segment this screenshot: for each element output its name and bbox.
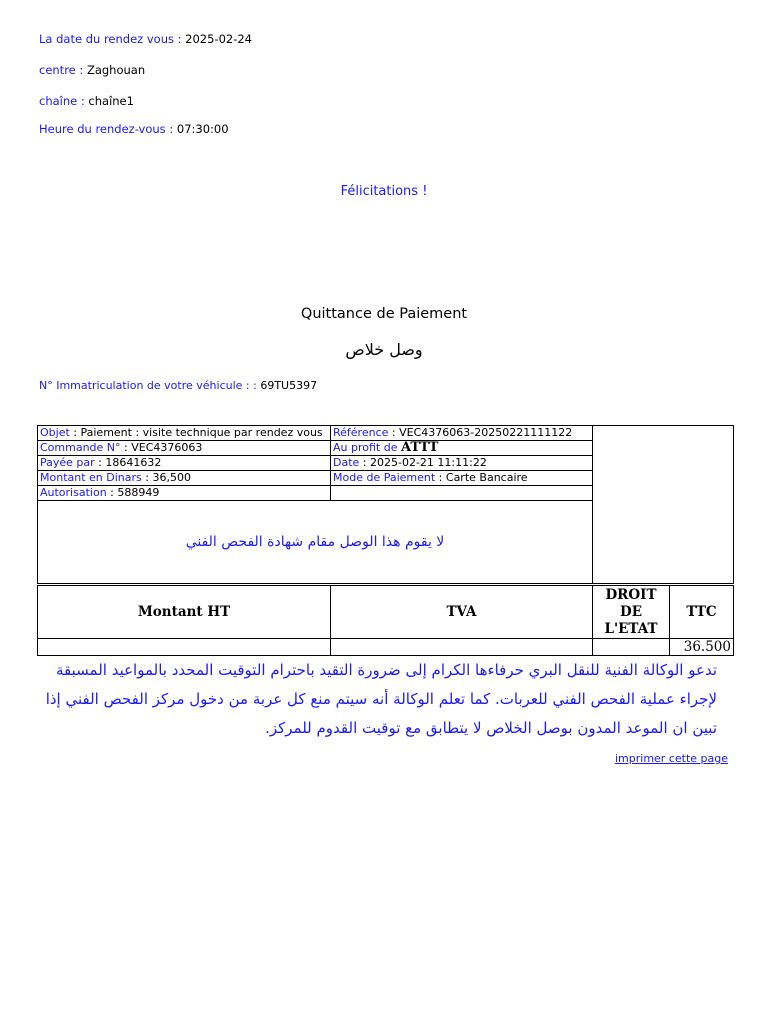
commande-cell xyxy=(38,441,331,456)
vehicle-registration-value: 69TU5397 xyxy=(260,379,318,392)
ttc-header: TTC xyxy=(670,586,734,639)
separator: : : xyxy=(242,379,261,392)
commande-value: VEC4376063 xyxy=(131,441,203,454)
separator: : xyxy=(173,32,186,46)
droit-etat-value xyxy=(593,639,670,656)
tva-header: TVA xyxy=(331,586,593,639)
totals-table xyxy=(37,585,734,656)
separator: : xyxy=(141,471,153,484)
centre-value: Zaghouan xyxy=(86,63,146,77)
commande-label: Commande N° xyxy=(40,441,121,454)
separator: : xyxy=(69,426,81,439)
separator: : xyxy=(435,471,446,484)
separator: : xyxy=(359,456,370,469)
appointment-time xyxy=(39,122,229,136)
mode-value: Carte Bancaire xyxy=(445,471,528,484)
print-page-link[interactable]: imprimer cette page xyxy=(614,752,728,765)
chaine-label: chaîne xyxy=(39,94,78,108)
appointment-date xyxy=(39,32,252,46)
droit-etat-header: DROIT DE L'ETAT xyxy=(593,586,670,639)
appointment-chaine xyxy=(39,94,134,108)
receipt-title-arabic: وصل خلاص xyxy=(345,340,423,359)
chaine-value: chaîne1 xyxy=(88,94,134,108)
totals-value-row xyxy=(38,639,734,656)
centre-label: centre xyxy=(39,63,76,77)
date-value: 2025-02-21 11:11:22 xyxy=(370,456,487,469)
table-row xyxy=(38,426,734,441)
appointment-date-label: La date du rendez vous xyxy=(39,32,174,46)
vehicle-registration xyxy=(39,379,317,392)
empty-cell xyxy=(331,486,593,501)
objet-value: Paiement : visite technique par rendez vous xyxy=(80,426,323,439)
warning-message: تدعو الوكالة الفنية للنقل البري حرفاءها الكرام إلى ضرورة التقيد باحترام التوقيت المحدد بالمواعيد المسبقة لإجراء عملية الفحص الفني للعربات. كما تعلم الوكالة أنه سيتم منع كل عربة من دخول مركز الفحص الفني إذا تبين ان الموعد المدون بوصل الخلاص لا يتطابق مع توقيت القدوم للمركز. xyxy=(45,661,717,737)
heure-value: 07:30:00 xyxy=(176,122,229,136)
reference-value: VEC4376063-20250221111122 xyxy=(399,426,573,439)
payee-value: 18641632 xyxy=(105,456,162,469)
reference-label: Référence xyxy=(333,426,389,439)
reference-cell xyxy=(331,426,593,441)
montant-ht-header: Montant HT xyxy=(38,586,331,639)
empty-cell xyxy=(593,426,734,584)
congratulations-message: Félicitations ! xyxy=(340,184,428,199)
receipt-table xyxy=(37,425,734,584)
date-label: Date xyxy=(333,456,360,469)
objet-cell xyxy=(38,426,331,441)
profit-cell xyxy=(331,441,593,456)
date-cell xyxy=(331,456,593,471)
heure-label: Heure du rendez-vous xyxy=(39,122,166,136)
tva-value xyxy=(331,639,593,656)
separator: : xyxy=(94,456,106,469)
autorisation-value: 588949 xyxy=(117,486,160,499)
profit-value: ATTT xyxy=(400,440,439,455)
separator: : xyxy=(106,486,118,499)
appointment-centre xyxy=(39,63,145,77)
montant-value: 36,500 xyxy=(152,471,191,484)
montant-cell xyxy=(38,471,331,486)
profit-label: Au profit de xyxy=(333,441,398,454)
mode-cell xyxy=(331,471,593,486)
receipt-notice: لا يقوم هذا الوصل مقام شهادة الفحص الفني xyxy=(38,501,593,584)
separator: : xyxy=(77,94,89,108)
receipt-title: Quittance de Paiement xyxy=(300,306,468,322)
autorisation-cell xyxy=(38,486,331,501)
montant-label: Montant en Dinars xyxy=(40,471,142,484)
autorisation-label: Autorisation xyxy=(40,486,107,499)
totals-header-row xyxy=(38,586,734,639)
separator: : xyxy=(75,63,87,77)
appointment-date-value: 2025-02-24 xyxy=(185,32,252,46)
separator: : xyxy=(165,122,177,136)
separator: : xyxy=(388,426,400,439)
separator: : xyxy=(120,441,132,454)
ttc-value: 36.500 xyxy=(670,639,734,656)
payee-cell xyxy=(38,456,331,471)
payee-label: Payée par xyxy=(40,456,95,469)
vehicle-registration-label: N° Immatriculation de votre véhicule xyxy=(39,379,243,392)
mode-label: Mode de Paiement xyxy=(333,471,436,484)
montant-ht-value xyxy=(38,639,331,656)
objet-label: Objet xyxy=(40,426,70,439)
